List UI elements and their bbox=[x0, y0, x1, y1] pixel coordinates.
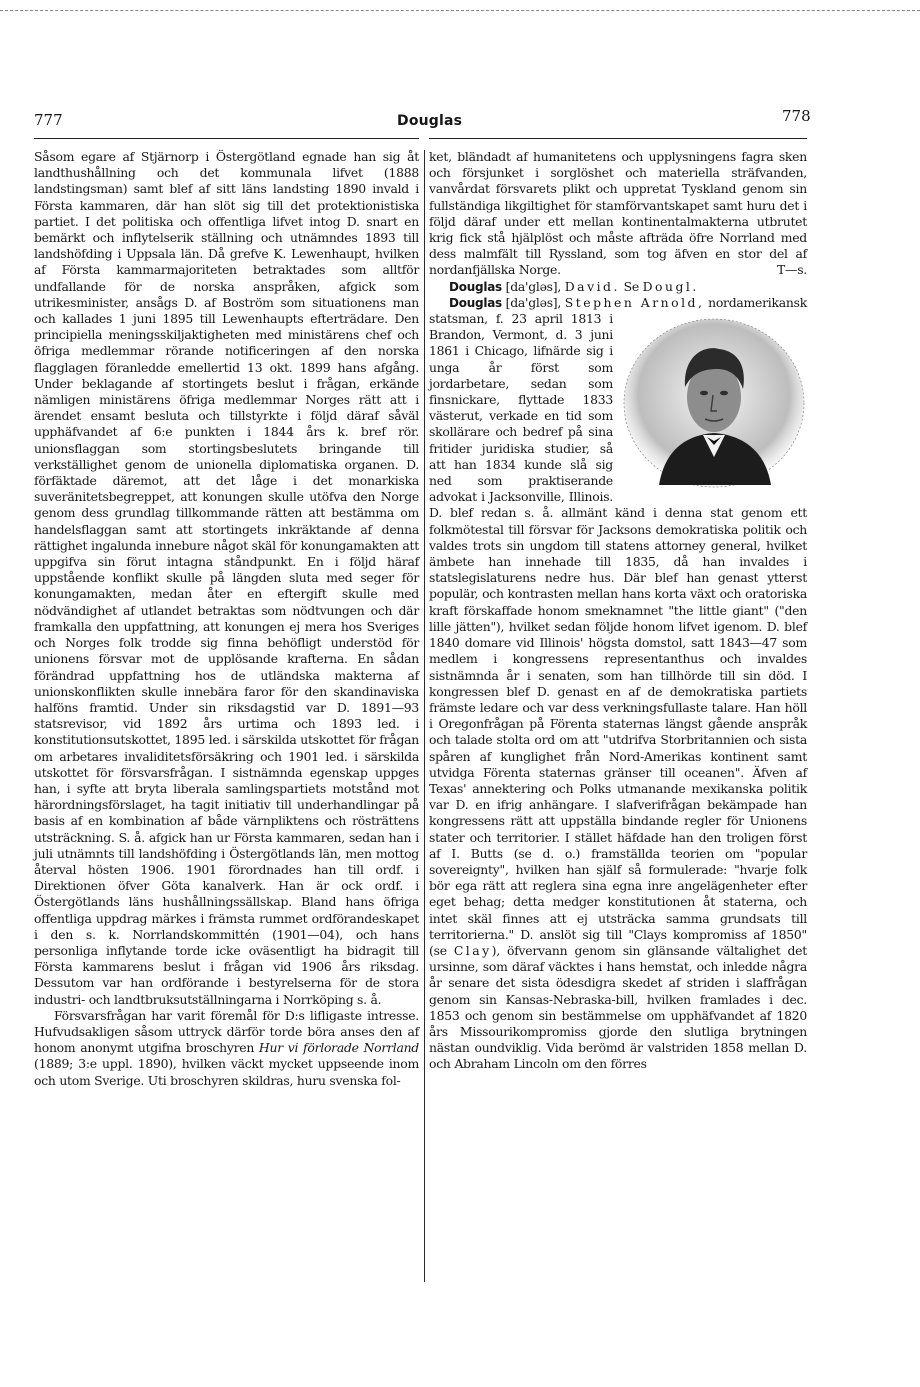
headword: Douglas bbox=[449, 279, 502, 294]
pamphlet-title: Hur vi förlorade Norrland bbox=[258, 1040, 419, 1056]
headword: Douglas bbox=[449, 295, 502, 310]
left-paragraph-1: Såsom egare af Stjärnorp i Östergötland egnade han sig åt landthushållning och det kommunala lifvet (1888 landstingsman) samt blef af sitt läns landsting 1890 invald i Första kammaren, där han slöt sig till det protektionistiska partiet. I det politiska och offentliga lifvet intog D. snart en bemärkt och inflytelserik ställning och utnämndes 1893 till landshöfding i Uppsala län. Då grefve K. Lewenhaupt, hvilken af Första kammarmajoriteten betraktades som alltför undfallande för de norska anspråken, afgick som utrikesminister, ansågs D. af Boström som situationens man och kallades 1 juni 1895 till Lewenhaupts efterträdare. Den principiella meningsskiljaktigheten med ministärens chef och öfriga medlemmar rörande notificeringen af den norska flagglagen föranledde emellertid 13 okt. 1899 hans afgång. Under beklagande af stortingets beslut i frågan, erkände nämligen ministärens öfriga medlemmar Norges rätt att i ärendet ensamt besluta och tillstyrkte i följd däraf såväl upphäfvandet af 6:e punkten i 1844 års k. bref rör. unionsflaggan som stortingsbeslutets bringande till verkställighet genom de unionella diplomatiska organen. D. förfäktade däremot, att det låge i det monarkiska suveränitetsbegreppet, att konungen skulle utöfva den Norge genom dess grundlag tillkommande rätten att bestämma om handelsflaggan samt att stortingets inkräktande af denna rättighet ingalunda innebure något skäl för konungamakten att uppgifva sin förut intagna ståndpunkt. En i följd häraf uppstående konflikt skulle på längden sluta med seger för konungamakten, medan åter en eftergift skulle med nödvändighet af utlandet betraktas som nödtvungen och där framkalla den uppfattning, att konungen ej mera hos Sveriges och Norges folk trodde sig finna behöfligt understöd för unionens försvar mot de upplösande krafterna. En sådan förändrad uppfattning hos de utländska makterna af unionskonflikten skulle innebära faror för den skandinaviska halföns framtid. Under sin riksdagstid var D. 1891—93 statsrevisor, vid 1892 års urtima och 1893 led. i konstitutionsutskottet, 1895 led. i särskilda utskottet för frågan om arbetares invaliditetsförsäkring och 1901 led. i särskilda utskottet för försvarsfrågan. I sistnämnda egenskap uppges han, i syfte att bryta liberala samlingspartiets motstånd mot härordningsförslaget, ha tagit initiativ till underhandlingar på basis af en kombination af både värnpliktens och rösträttens utsträckning. S. å. afgick han ur Första kammaren, sedan han i juli utnämnts till landshöfding i Östergötlands län, men mottog återval hösten 1906. 1901 förordnades han till ordf. i Direktionen öfver Göta kanalverk. Han är ock ordf. i Östergötlands läns hushållningssällskap. Bland hans öfriga offentliga uppdrag märkes i främsta rummet ordförandeskapet i den s. k. Norrlandskommittén (1901—04), och hans personliga inflytande torde icke oväsentligt ha bidragit till Första kammarens beslut i frågan vid 1906 års riksdag. Dessutom var han ordförande i bestyrelserna för de stora industri- och landtbruksutställningarna i Norrköping s. å. bbox=[34, 149, 419, 1007]
running-head: Douglas bbox=[397, 113, 463, 129]
left-paragraph-2: Försvarsfrågan har varit föremål för D:s lifligaste intresse. Hufvudsakligen såsom uttryck därför torde böra anses den af honom anonymt utgifna broschyren Hur vi förlorade Norrland (1889; 3:e uppl. 1890), hvilken väckt mycket uppseende inom och utom Sverige. Uti broschyren skildras, huru svenska fol- bbox=[34, 1007, 419, 1088]
portrait-image bbox=[621, 317, 807, 489]
page-number-left: 777 bbox=[34, 111, 63, 129]
entry-douglas-stephen-arnold: Douglas [da'gləs], Stephen Arnold, nordamerikansk statsman, f. 23 april 1813 i Brandon, Vermont, d. 3 juni 1861 i Chicago, lifnärde sig i unga år först som jordarbetare, sedan som finsnickare, flyttade 1833 västerut, verkade en tid som skollärare och bedref på sina fritider juridiska studier, så att han 1834 kunde slå sig ned som praktiserande advokat i Jacksonville, Illinois. D. blef redan s. å. allmänt känd i denna stat genom ett folkmötestal till försvar för Jacksons demokratiska politik och valdes trots sin ungdom till statens attorney general, hvilket ämbete han innehade till 1835, då han invaldes i statslegislaturens nedre hus. Där blef han genast ytterst populär, och kontrasten mellan hans korta växt och oratoriska kraft förskaffade honom smeknamnet "the little giant" ("den lille jätten"), hvilket sedan följde honom lifvet igenom. D. blef 1840 domare vid Illinois' högsta domstol, satt 1843—47 som medlem i kongressens representanthus och invaldes sistnämnda år i senaten, som han tillhörde till sin död. I kongressen blef D. genast en af de demokratiska partiets främste ledare och var dess verkningsfullaste talare. Han höll i Oregonfrågan på Förenta staternas längst gående anspråk och talade stolta ord om att "utdrifva Storbritannien och sista spåren af kunglighet från Nord-Amerikas kontinent samt utvidga Förenta staternas gränser till oceanen". Äfven af Texas' annektering och Polks utmanande mexikanska politik var D. en ifrig anhängare. I slafverifrågan bekämpade han kongressens rätt att uppställa bindande regler för Unionens stater och territorier. I stället häfdade han den troligen först af I. Butts (se d. o.) framställda teorien om "popular sovereignty", hvilken han själf så formulerade: "hvarje folk bör ega rätt att reglera sina egna inre angelägenheter efter eget behag; detta medger konstitutionen åt staterna, och intet skäl finnes att ej utsträcka samma grundsats till territorierna." D. anslöt sig till "Clays kompromiss af 1850" (se Clay), öfvervann genom sin glänsande vältalighet det ursinne, som däraf väcktes i hans hemstat, och inledde några år senare det sista ödesdigra skedet af striden i slaffrågan genom sin Kansas-Nebraska-bill, hvilken framlades i dec. 1853 och genom sin bestämmelse om upphäfvandet af 1820 års Missourikompromiss gjorde den slutliga brytningen nästan oundviklig. Vida berömd är valstriden 1858 mellan D. och Abraham Lincoln om den förres bbox=[429, 294, 807, 1072]
column-divider bbox=[424, 150, 425, 1282]
right-paragraph-1: ket, bländadt af humanitetens och upplysningens fagra sken och försjunket i sorglöshet och materiella sträfvanden, vanvårdat försvarets plikt och uppretat Tyskland genom sin fullständiga likgiltighet för stamförvantskapet samt huru det i följd däraf under ett mellan kontinentalmakterna utbrutet krig fick stå hjälplöst och måste afträda öfre Norrland med dess malmfält till Ryssland, som tog äfven en stor del af nordanfjällska Norge. T—s. bbox=[429, 149, 807, 278]
entry-douglas-david: Douglas [da'gləs], David. Se Dougl. bbox=[449, 278, 699, 294]
cross-reference: Dougl. bbox=[642, 278, 699, 294]
header-rule-right bbox=[429, 138, 807, 139]
page-top-border bbox=[0, 10, 920, 11]
right-column bbox=[429, 149, 807, 1073]
left-column bbox=[34, 149, 419, 1089]
author-signature: T—s. bbox=[777, 262, 807, 278]
cross-reference-clay: Clay bbox=[453, 942, 492, 958]
header-rule-left bbox=[34, 138, 419, 139]
page-number-right: 778 bbox=[782, 107, 811, 125]
